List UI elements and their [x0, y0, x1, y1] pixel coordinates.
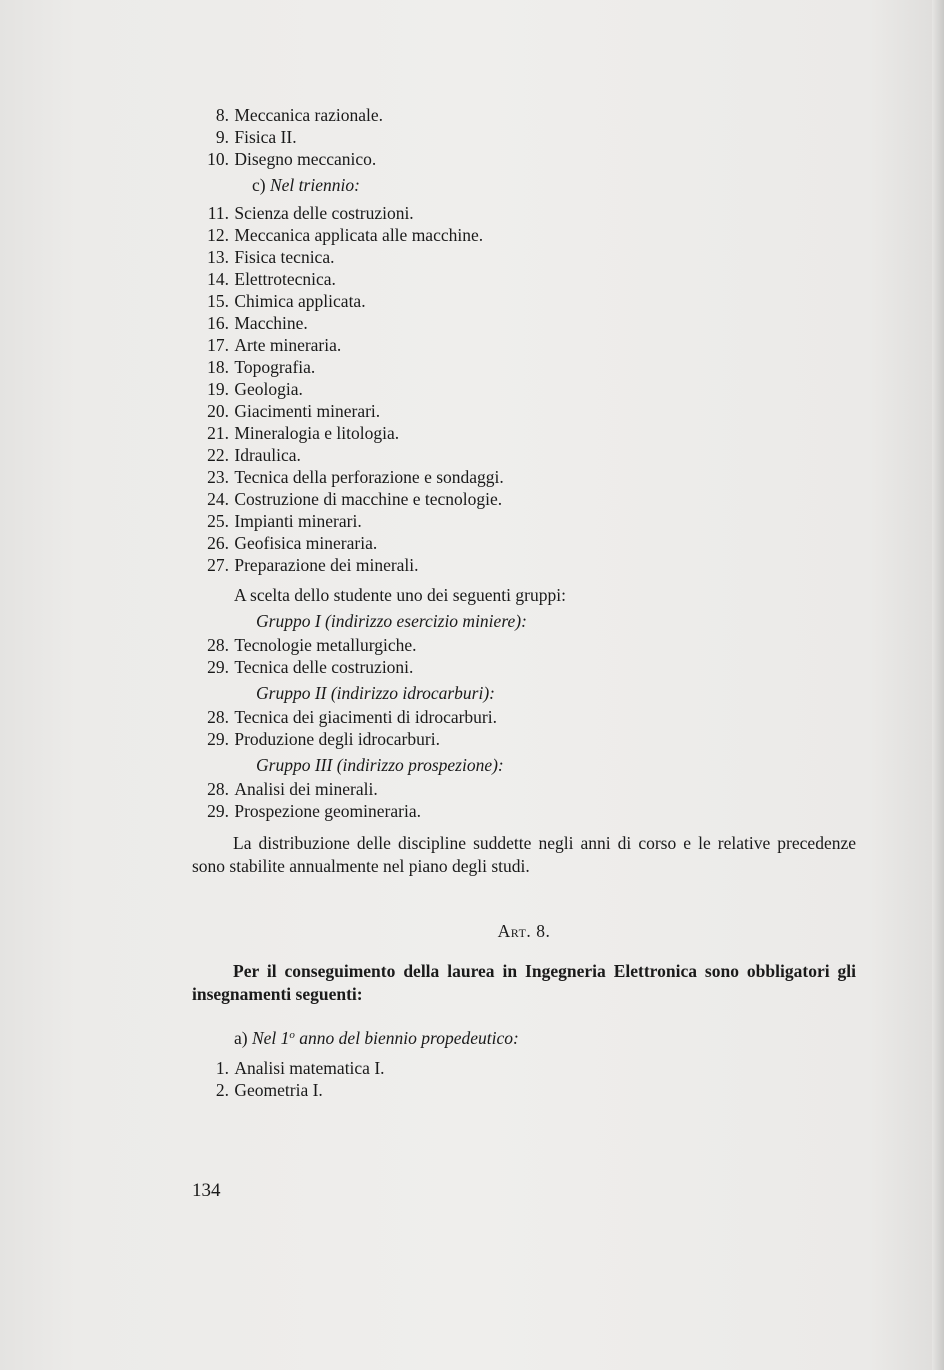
item-number: 28. — [207, 635, 229, 655]
item-text: Preparazione dei minerali. — [234, 555, 419, 575]
group-subtitle: (indirizzo esercizio miniere): — [325, 611, 527, 631]
item-number: 8. — [215, 105, 229, 125]
group-2 — [192, 682, 856, 750]
list-item — [192, 334, 856, 356]
item-number: 26. — [207, 533, 229, 553]
heading-prefix: c) — [252, 175, 266, 195]
item-number: 19. — [207, 379, 229, 399]
list-item — [192, 656, 856, 678]
triennio-list — [192, 202, 856, 576]
list-item — [192, 466, 856, 488]
list-item — [192, 148, 856, 170]
item-text: Disegno meccanico. — [234, 149, 377, 169]
article-paragraph: Per il conseguimento della laurea in Ingegneria Elettronica sono obbligatori gli insegnamenti seguenti: — [192, 961, 856, 1004]
item-text: Giacimenti minerari. — [234, 401, 381, 421]
item-number: 27. — [207, 555, 229, 575]
item-text: Impianti minerari. — [234, 511, 362, 531]
item-number: 29. — [207, 801, 229, 821]
list-item — [192, 378, 856, 400]
item-number: 23. — [207, 467, 229, 487]
item-text: Arte mineraria. — [234, 335, 342, 355]
page-content — [192, 104, 856, 1101]
list-item — [192, 224, 856, 246]
item-text: Geologia. — [234, 379, 303, 399]
group-heading — [192, 682, 856, 704]
list-item — [192, 246, 856, 268]
article-prefix: Art. — [497, 921, 532, 941]
list-item — [192, 706, 856, 728]
item-text: Scienza delle costruzioni. — [234, 203, 414, 223]
heading-label-post: anno del biennio propedeutico: — [294, 1027, 519, 1048]
list-continued — [192, 104, 856, 170]
item-number: 28. — [207, 707, 229, 727]
item-number: 20. — [207, 401, 229, 421]
list-item — [192, 422, 856, 444]
item-text: Tecnica delle costruzioni. — [234, 657, 414, 677]
group-1 — [192, 610, 856, 678]
triennio-heading — [192, 174, 856, 196]
list-item — [192, 1057, 856, 1079]
item-text: Macchine. — [234, 313, 308, 333]
item-text: Tecnica della perforazione e sondaggi. — [234, 467, 504, 487]
item-number: 13. — [207, 247, 229, 267]
item-text: Topografia. — [234, 357, 316, 377]
item-number: 17. — [207, 335, 229, 355]
group-heading — [192, 754, 856, 776]
item-text: Analisi dei minerali. — [234, 779, 378, 799]
group-title: Gruppo I — [256, 611, 321, 631]
list-item — [192, 488, 856, 510]
item-text: Analisi matematica I. — [234, 1057, 385, 1078]
item-number: 28. — [207, 779, 229, 799]
item-text: Produzione degli idrocarburi. — [234, 729, 440, 749]
heading-prefix: a) — [234, 1027, 248, 1048]
heading-label-sup: o — [289, 1028, 295, 1041]
list-item — [192, 778, 856, 800]
list-item — [192, 554, 856, 576]
item-text: Meccanica razionale. — [234, 105, 384, 125]
list-item — [192, 104, 856, 126]
item-number: 21. — [207, 423, 229, 443]
item-text: Elettrotecnica. — [234, 269, 336, 289]
item-number: 15. — [207, 291, 229, 311]
item-number: 18. — [207, 357, 229, 377]
list-item — [192, 532, 856, 554]
list-item — [192, 312, 856, 334]
group-title: Gruppo II — [256, 683, 327, 703]
item-number: 14. — [207, 269, 229, 289]
item-text: Fisica tecnica. — [234, 247, 335, 267]
list-item — [192, 126, 856, 148]
list-item — [192, 202, 856, 224]
list-item — [192, 400, 856, 422]
item-number: 2. — [215, 1079, 229, 1100]
heading-label — [252, 1028, 519, 1048]
list-item — [192, 634, 856, 656]
group-title: Gruppo III — [256, 755, 333, 775]
group-heading — [192, 610, 856, 632]
item-text: Tecnica dei giacimenti di idrocarburi. — [234, 707, 497, 727]
list-item — [192, 356, 856, 378]
item-number: 25. — [207, 511, 229, 531]
page-edge-shadow — [932, 0, 944, 1370]
item-number: 29. — [207, 657, 229, 677]
item-number: 16. — [207, 313, 229, 333]
item-text: Fisica II. — [234, 127, 297, 147]
group-subtitle: (indirizzo prospezione): — [336, 755, 504, 775]
item-number: 24. — [207, 489, 229, 509]
item-number: 10. — [207, 149, 229, 169]
choice-heading: A scelta dello studente uno dei seguenti gruppi: — [234, 585, 566, 605]
item-text: Tecnologie metallurgiche. — [234, 635, 417, 655]
item-text: Geometria I. — [234, 1079, 323, 1100]
distribution-paragraph: La distribuzione delle discipline suddette negli anni di corso e le relative precedenze sono stabilite annualmente nel piano degli studi. — [192, 833, 856, 876]
item-number: 22. — [207, 445, 229, 465]
item-number: 12. — [207, 225, 229, 245]
list-item — [192, 800, 856, 822]
item-text: Mineralogia e litologia. — [234, 423, 400, 443]
list-item — [192, 1079, 856, 1101]
list-item — [192, 728, 856, 750]
group-subtitle: (indirizzo idrocarburi): — [330, 683, 496, 703]
item-number: 1. — [215, 1057, 229, 1078]
item-text: Costruzione di macchine e tecnologie. — [234, 489, 503, 509]
item-text: Geofisica mineraria. — [234, 533, 378, 553]
item-text: Chimica applicata. — [234, 291, 366, 311]
item-text: Idraulica. — [234, 445, 301, 465]
list-item — [192, 510, 856, 532]
first-year-list — [192, 1057, 856, 1101]
item-number: 11. — [207, 203, 229, 223]
heading-label: Nel triennio: — [269, 175, 360, 195]
item-number: 29. — [207, 729, 229, 749]
article-heading — [192, 920, 856, 942]
article-number: 8. — [536, 921, 551, 941]
page-number: 134 — [192, 1180, 221, 1201]
list-item — [192, 268, 856, 290]
item-text: Prospezione geomineraria. — [234, 801, 421, 821]
list-item — [192, 290, 856, 312]
heading-label-pre: Nel 1 — [251, 1027, 290, 1048]
list-item — [192, 444, 856, 466]
item-number: 9. — [215, 127, 229, 147]
group-3 — [192, 754, 856, 822]
first-year-heading — [192, 1024, 856, 1049]
item-text: Meccanica applicata alle macchine. — [234, 225, 484, 245]
